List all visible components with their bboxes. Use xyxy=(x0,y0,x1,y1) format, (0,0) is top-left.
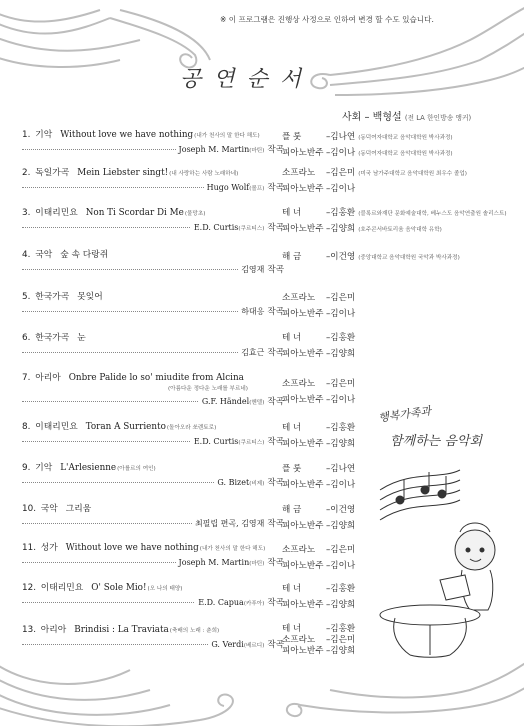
item-number: 2. xyxy=(22,168,31,178)
composer-suffix: 작곡 xyxy=(267,183,284,193)
program-item-heading xyxy=(22,127,284,140)
performer-row: 테 너 –김홍환 xyxy=(282,624,356,634)
program-item xyxy=(22,622,284,650)
performer-role: 테 너 xyxy=(282,584,302,594)
performer-group xyxy=(282,582,514,614)
performer-name: 김은미 xyxy=(330,168,356,178)
item-work-subtitle: (축배의 노래 : 춘희) xyxy=(169,628,220,634)
performer-note: (미국 남가주대학교 음악대학원 최우수 졸업) xyxy=(358,171,467,177)
performer-role: 피아노반주 xyxy=(282,600,324,610)
performer-role: 피아노반주 xyxy=(282,148,324,158)
item-work-title: 그리움 xyxy=(65,504,92,514)
performer-role: 해 금 xyxy=(282,252,302,262)
item-work-title: 눈 xyxy=(77,333,86,343)
composer-name: 김영재 xyxy=(241,265,265,274)
performer-role: 피아노반주 xyxy=(282,439,324,449)
program-item-heading xyxy=(22,165,284,178)
composer-line xyxy=(22,305,284,317)
performer-row: 피아노반주 –김이나 xyxy=(282,184,356,194)
performer-note: (동덕여자대학교 음악대학원 박사과정) xyxy=(358,151,453,157)
performer-note: (동덕여자대학교 음악대학원 박사과정) xyxy=(358,135,453,141)
composer-line xyxy=(22,181,284,193)
item-number: 7. xyxy=(22,373,31,383)
composer-line xyxy=(22,596,284,608)
performer-name: 김이나 xyxy=(330,148,356,158)
composer-line xyxy=(22,221,284,233)
performer-role: 피아노반주 xyxy=(282,395,324,405)
program-item-heading xyxy=(22,330,284,343)
performer-role: 소프라노 xyxy=(282,635,316,645)
composer-line xyxy=(22,263,284,275)
performer-role: 피아노반주 xyxy=(282,224,324,234)
composer-suffix: 작곡 xyxy=(267,145,284,155)
performer-role: 테 너 xyxy=(282,333,302,343)
host-label: 사회 – 백형설 xyxy=(342,112,402,123)
item-work-title: Without love we have nothing xyxy=(60,130,194,140)
composer-name: Joseph M. Martin xyxy=(178,558,250,567)
item-extra-note: (아름다운 정다운 노래를 부르네) xyxy=(168,386,248,392)
performer-row: 소프라노 –김은미 (미국 남가주대학교 음악대학원 최우수 졸업) xyxy=(282,168,467,178)
item-work-subtitle: (내가 천사의 말 한다 해도) xyxy=(194,133,260,139)
program-item-heading xyxy=(22,289,284,302)
performer-name: 김나연 xyxy=(330,464,356,474)
item-number: 5. xyxy=(22,292,31,302)
concert-logo-line2: 함께하는 음악회 xyxy=(390,434,483,449)
performer-group xyxy=(282,462,514,494)
composer-name: 하대응 xyxy=(241,307,265,316)
performer-row: 피아노반주 –김이나 (동덕여자대학교 음악대학원 박사과정) xyxy=(282,148,453,158)
program-item-heading xyxy=(22,622,284,635)
program-item xyxy=(22,247,284,275)
performer-name: 김은미 xyxy=(330,293,356,303)
performer-role: 소프라노 xyxy=(282,545,316,555)
composer-suffix: 작곡 xyxy=(267,223,284,233)
composer-line xyxy=(22,638,284,650)
composer xyxy=(176,143,284,155)
performer-row: 소프라노 –김은미 xyxy=(282,379,356,389)
program-item xyxy=(22,370,284,407)
performer-group xyxy=(282,421,514,453)
performer-group xyxy=(282,291,514,323)
performer-name: 김이나 xyxy=(330,480,356,490)
performer-role: 소프라노 xyxy=(282,379,316,389)
item-genre: 아리아 xyxy=(40,625,67,635)
item-work-title: Brindisi : La Traviata xyxy=(74,625,169,635)
composer-suffix: 작곡 xyxy=(267,519,284,529)
program-item xyxy=(22,165,284,193)
composer-line xyxy=(22,556,284,568)
performer-row: 소프라노 –김은미 xyxy=(282,635,356,645)
composer-suffix: 작곡 xyxy=(267,307,284,317)
performer-role: 테 너 xyxy=(282,624,302,634)
composer-name: E.D. Capua xyxy=(198,598,244,607)
performer-group xyxy=(282,622,514,655)
performer-row: 피아노반주 –김양희 xyxy=(282,439,356,449)
performer-name: 김양희 xyxy=(330,224,356,234)
performer-name: 이건영 xyxy=(330,252,356,262)
item-genre: 이태리민요 xyxy=(35,422,78,432)
performer-name: 김홍환 xyxy=(330,208,356,218)
item-number: 9. xyxy=(22,463,31,473)
performer-name: 김양희 xyxy=(330,349,356,359)
performer-group xyxy=(282,543,514,575)
program-item xyxy=(22,419,284,447)
performer-row: 피아노반주 –김양희 xyxy=(282,646,356,656)
composer-line xyxy=(22,346,284,358)
performer-name: 김나연 xyxy=(330,132,356,142)
composer-suffix: 작곡 xyxy=(267,437,284,447)
item-genre: 기악 xyxy=(35,130,53,140)
composer xyxy=(204,181,284,193)
performer-row: 테 너 –김홍환 xyxy=(282,333,356,343)
composer-suffix: 작곡 xyxy=(267,397,284,407)
performer-role: 소프라노 xyxy=(282,168,316,178)
item-number: 13. xyxy=(22,625,36,635)
performer-role: 테 너 xyxy=(282,208,302,218)
composer-line xyxy=(22,435,284,447)
item-work-title: Toran A Surriento xyxy=(85,422,166,432)
composer xyxy=(192,517,284,529)
composer xyxy=(214,476,284,488)
composer-line xyxy=(22,476,284,488)
item-number: 10. xyxy=(22,504,36,514)
performer-row: 플 룻 –김나연 xyxy=(282,464,356,474)
performer-group xyxy=(282,206,514,238)
program-item xyxy=(22,580,284,608)
composer-suffix: 작곡 xyxy=(267,265,284,275)
performer-row: 피아노반주 –김이나 xyxy=(282,309,356,319)
item-work-subtitle: (돌아오라 쏘렌토로) xyxy=(166,425,217,431)
item-work-title: 못잊어 xyxy=(77,292,103,302)
page-title: 공연순서 xyxy=(180,67,314,92)
item-number: 3. xyxy=(22,208,31,218)
item-work-subtitle: (아를르의 여인) xyxy=(117,466,156,472)
performer-row: 피아노반주 –김이나 xyxy=(282,561,356,571)
performer-role: 테 너 xyxy=(282,423,302,433)
performer-name: 김이나 xyxy=(330,184,356,194)
item-genre: 한국가곡 xyxy=(35,333,70,343)
composer xyxy=(195,596,284,608)
program-notice: ※ 이 프로그램은 진행상 사정으로 인하여 변경 할 수도 있습니다. xyxy=(220,15,434,24)
performer-role: 피아노반주 xyxy=(282,521,324,531)
item-number: 11. xyxy=(22,543,36,553)
composer-korean-name: (카푸아) xyxy=(243,601,265,607)
performer-role: 플 룻 xyxy=(282,132,302,142)
item-genre: 성가 xyxy=(40,543,58,553)
performer-note: (중앙대학교 음악대학원 국악과 박사과정) xyxy=(358,255,460,261)
performer-role: 피아노반주 xyxy=(282,309,324,319)
item-work-subtitle: (내가 천사의 말 한다 해도) xyxy=(199,546,266,552)
performer-name: 김홍환 xyxy=(330,333,356,343)
item-number: 4. xyxy=(22,250,31,260)
performer-row: 테 너 –김홍환 xyxy=(282,584,356,594)
program-item xyxy=(22,460,284,488)
program-item xyxy=(22,540,284,568)
program-item xyxy=(22,205,284,233)
performer-group xyxy=(282,130,514,162)
performer-name: 김은미 xyxy=(330,635,356,645)
composer-suffix: 작곡 xyxy=(267,478,284,488)
program-item-heading xyxy=(22,370,284,383)
item-work-subtitle: (물망초) xyxy=(184,211,206,217)
program-item-heading xyxy=(22,419,284,432)
item-work-title: 숲 속 다랑쥐 xyxy=(60,250,109,260)
program-item-heading xyxy=(22,247,284,260)
item-number: 1. xyxy=(22,130,31,140)
program-item-heading xyxy=(22,580,284,593)
performer-name: 김홍환 xyxy=(330,584,356,594)
item-number: 6. xyxy=(22,333,31,343)
performer-name: 김홍환 xyxy=(330,624,356,634)
composer xyxy=(238,263,284,275)
item-genre: 기악 xyxy=(35,463,53,473)
program-item-heading xyxy=(22,540,284,553)
performer-row: 해 금 –이건영 (중앙대학교 음악대학원 국악과 박사과정) xyxy=(282,252,460,262)
performer-row: 테 너 –김홍환 xyxy=(282,423,356,433)
performer-row: 플 룻 –김나연 (동덕여자대학교 음악대학원 박사과정) xyxy=(282,132,453,142)
performer-name: 김이나 xyxy=(330,395,356,405)
composer xyxy=(238,346,284,358)
performer-row: 피아노반주 –김양희 xyxy=(282,521,356,531)
performer-name: 김홍환 xyxy=(330,423,356,433)
performer-row: 소프라노 –김은미 xyxy=(282,545,356,555)
performer-role: 피아노반주 xyxy=(282,480,324,490)
performer-row: 테 너 –김홍환 (블록르와재단 문화예술대학, 베누스도 음악연출원 솔리스트) xyxy=(282,208,507,218)
host-note: (전 LA 한인방송 앵커) xyxy=(404,114,472,122)
performer-name: 김양희 xyxy=(330,521,356,531)
item-genre: 이태리민요 xyxy=(40,583,84,593)
composer-korean-name: (베르디) xyxy=(243,643,265,649)
composer-name: G. Verdi xyxy=(211,640,244,649)
performer-role: 피아노반주 xyxy=(282,184,324,194)
performer-name: 김양희 xyxy=(330,439,356,449)
item-genre: 국악 xyxy=(40,504,58,514)
program-item xyxy=(22,330,284,358)
performer-role: 소프라노 xyxy=(282,293,316,303)
composer-korean-name: (볼프) xyxy=(249,186,265,192)
performer-row: 피아노반주 –김이나 xyxy=(282,480,356,490)
performer-group xyxy=(282,331,514,363)
composer xyxy=(199,395,284,407)
performer-row: 소프라노 –김은미 xyxy=(282,293,356,303)
item-genre: 국악 xyxy=(35,250,53,260)
performer-name: 김은미 xyxy=(330,545,356,555)
composer-korean-name: (쿠르티스) xyxy=(238,226,265,232)
composer xyxy=(191,435,284,447)
composer-suffix: 작곡 xyxy=(267,640,284,650)
composer-name: 최필립 편곡, 김영재 xyxy=(194,519,265,528)
composer-name: Joseph M. Martin xyxy=(178,145,250,154)
composer-korean-name: (헨델) xyxy=(249,400,265,406)
item-genre: 독일가곡 xyxy=(35,168,70,178)
performer-group xyxy=(282,377,514,409)
performer-name: 김은미 xyxy=(330,379,356,389)
program-item-heading xyxy=(22,460,284,473)
item-work-subtitle: (오 나의 태양) xyxy=(147,586,183,592)
composer-suffix: 작곡 xyxy=(267,348,284,358)
composer-korean-name: (쿠르티스) xyxy=(238,440,265,446)
composer-korean-name: (마틴) xyxy=(249,148,265,154)
item-work-title: Non Ti Scordar Di Me xyxy=(85,208,184,218)
composer-name: 김효근 xyxy=(241,348,265,357)
item-number: 8. xyxy=(22,422,31,432)
composer-korean-name: (비제) xyxy=(249,481,265,487)
performer-row: 피아노반주 –김양희 xyxy=(282,349,356,359)
performer-row: 피아노반주 –김양희 xyxy=(282,600,356,610)
item-work-title: L'Arlesienne xyxy=(60,463,117,473)
item-work-title: Without love we have nothing xyxy=(65,543,199,553)
item-work-title: Onbre Palide lo so' miudite from Alcina xyxy=(68,373,244,383)
performer-role: 피아노반주 xyxy=(282,646,324,656)
performer-note: (블록르와재단 문화예술대학, 베누스도 음악연출원 솔리스트) xyxy=(358,211,507,217)
composer xyxy=(208,638,284,650)
composer-name: G.F. Händel xyxy=(201,397,250,406)
performer-group xyxy=(282,503,514,535)
composer-name: G. Bizet xyxy=(217,478,250,487)
item-number: 12. xyxy=(22,583,36,593)
performer-name: 김이나 xyxy=(330,309,356,319)
performer-role: 피아노반주 xyxy=(282,561,324,571)
item-work-subtitle: (내 사랑하는 사람 노래하네) xyxy=(169,171,239,177)
performer-group xyxy=(282,250,514,266)
performer-role: 피아노반주 xyxy=(282,349,324,359)
item-work-title: Mein Liebster singt! xyxy=(77,168,169,178)
performer-name: 김양희 xyxy=(330,600,356,610)
composer-name: Hugo Wolf xyxy=(206,183,250,192)
item-genre: 한국가곡 xyxy=(35,292,70,302)
program-item-heading xyxy=(22,501,284,514)
host-info xyxy=(342,108,471,123)
composer-name: E.D. Curtis xyxy=(193,223,239,232)
composer-korean-name: (마틴) xyxy=(249,561,265,567)
performer-role: 플 룻 xyxy=(282,464,302,474)
performer-role: 해 금 xyxy=(282,505,302,515)
program-item-heading xyxy=(22,205,284,218)
composer-line xyxy=(22,395,284,407)
composer xyxy=(176,556,284,568)
performer-row: 피아노반주 –김이나 xyxy=(282,395,356,405)
composer-suffix: 작곡 xyxy=(267,558,284,568)
program-item xyxy=(22,289,284,317)
composer-suffix: 작곡 xyxy=(267,598,284,608)
composer xyxy=(238,305,284,317)
composer-line xyxy=(22,517,284,529)
performer-name: 이건영 xyxy=(330,505,356,515)
composer xyxy=(191,221,284,233)
composer-name: E.D. Curtis xyxy=(193,437,239,446)
composer-line xyxy=(22,143,284,155)
performer-group xyxy=(282,166,514,198)
performer-row: 피아노반주 –김양희 (호주콘서바토리움 음악대학 유학) xyxy=(282,224,442,234)
concert-logo-line1: 행복가족과 xyxy=(377,404,432,425)
performer-row: 해 금 –이건영 xyxy=(282,505,356,515)
program-item xyxy=(22,127,284,155)
performer-note: (호주콘서바토리움 음악대학 유학) xyxy=(358,227,442,233)
performer-name: 김양희 xyxy=(330,646,356,656)
item-work-title: O' Sole Mio! xyxy=(91,583,147,593)
item-genre: 이태리민요 xyxy=(35,208,78,218)
item-genre: 아리아 xyxy=(35,373,61,383)
performer-name: 김이나 xyxy=(330,561,356,571)
program-item xyxy=(22,501,284,529)
